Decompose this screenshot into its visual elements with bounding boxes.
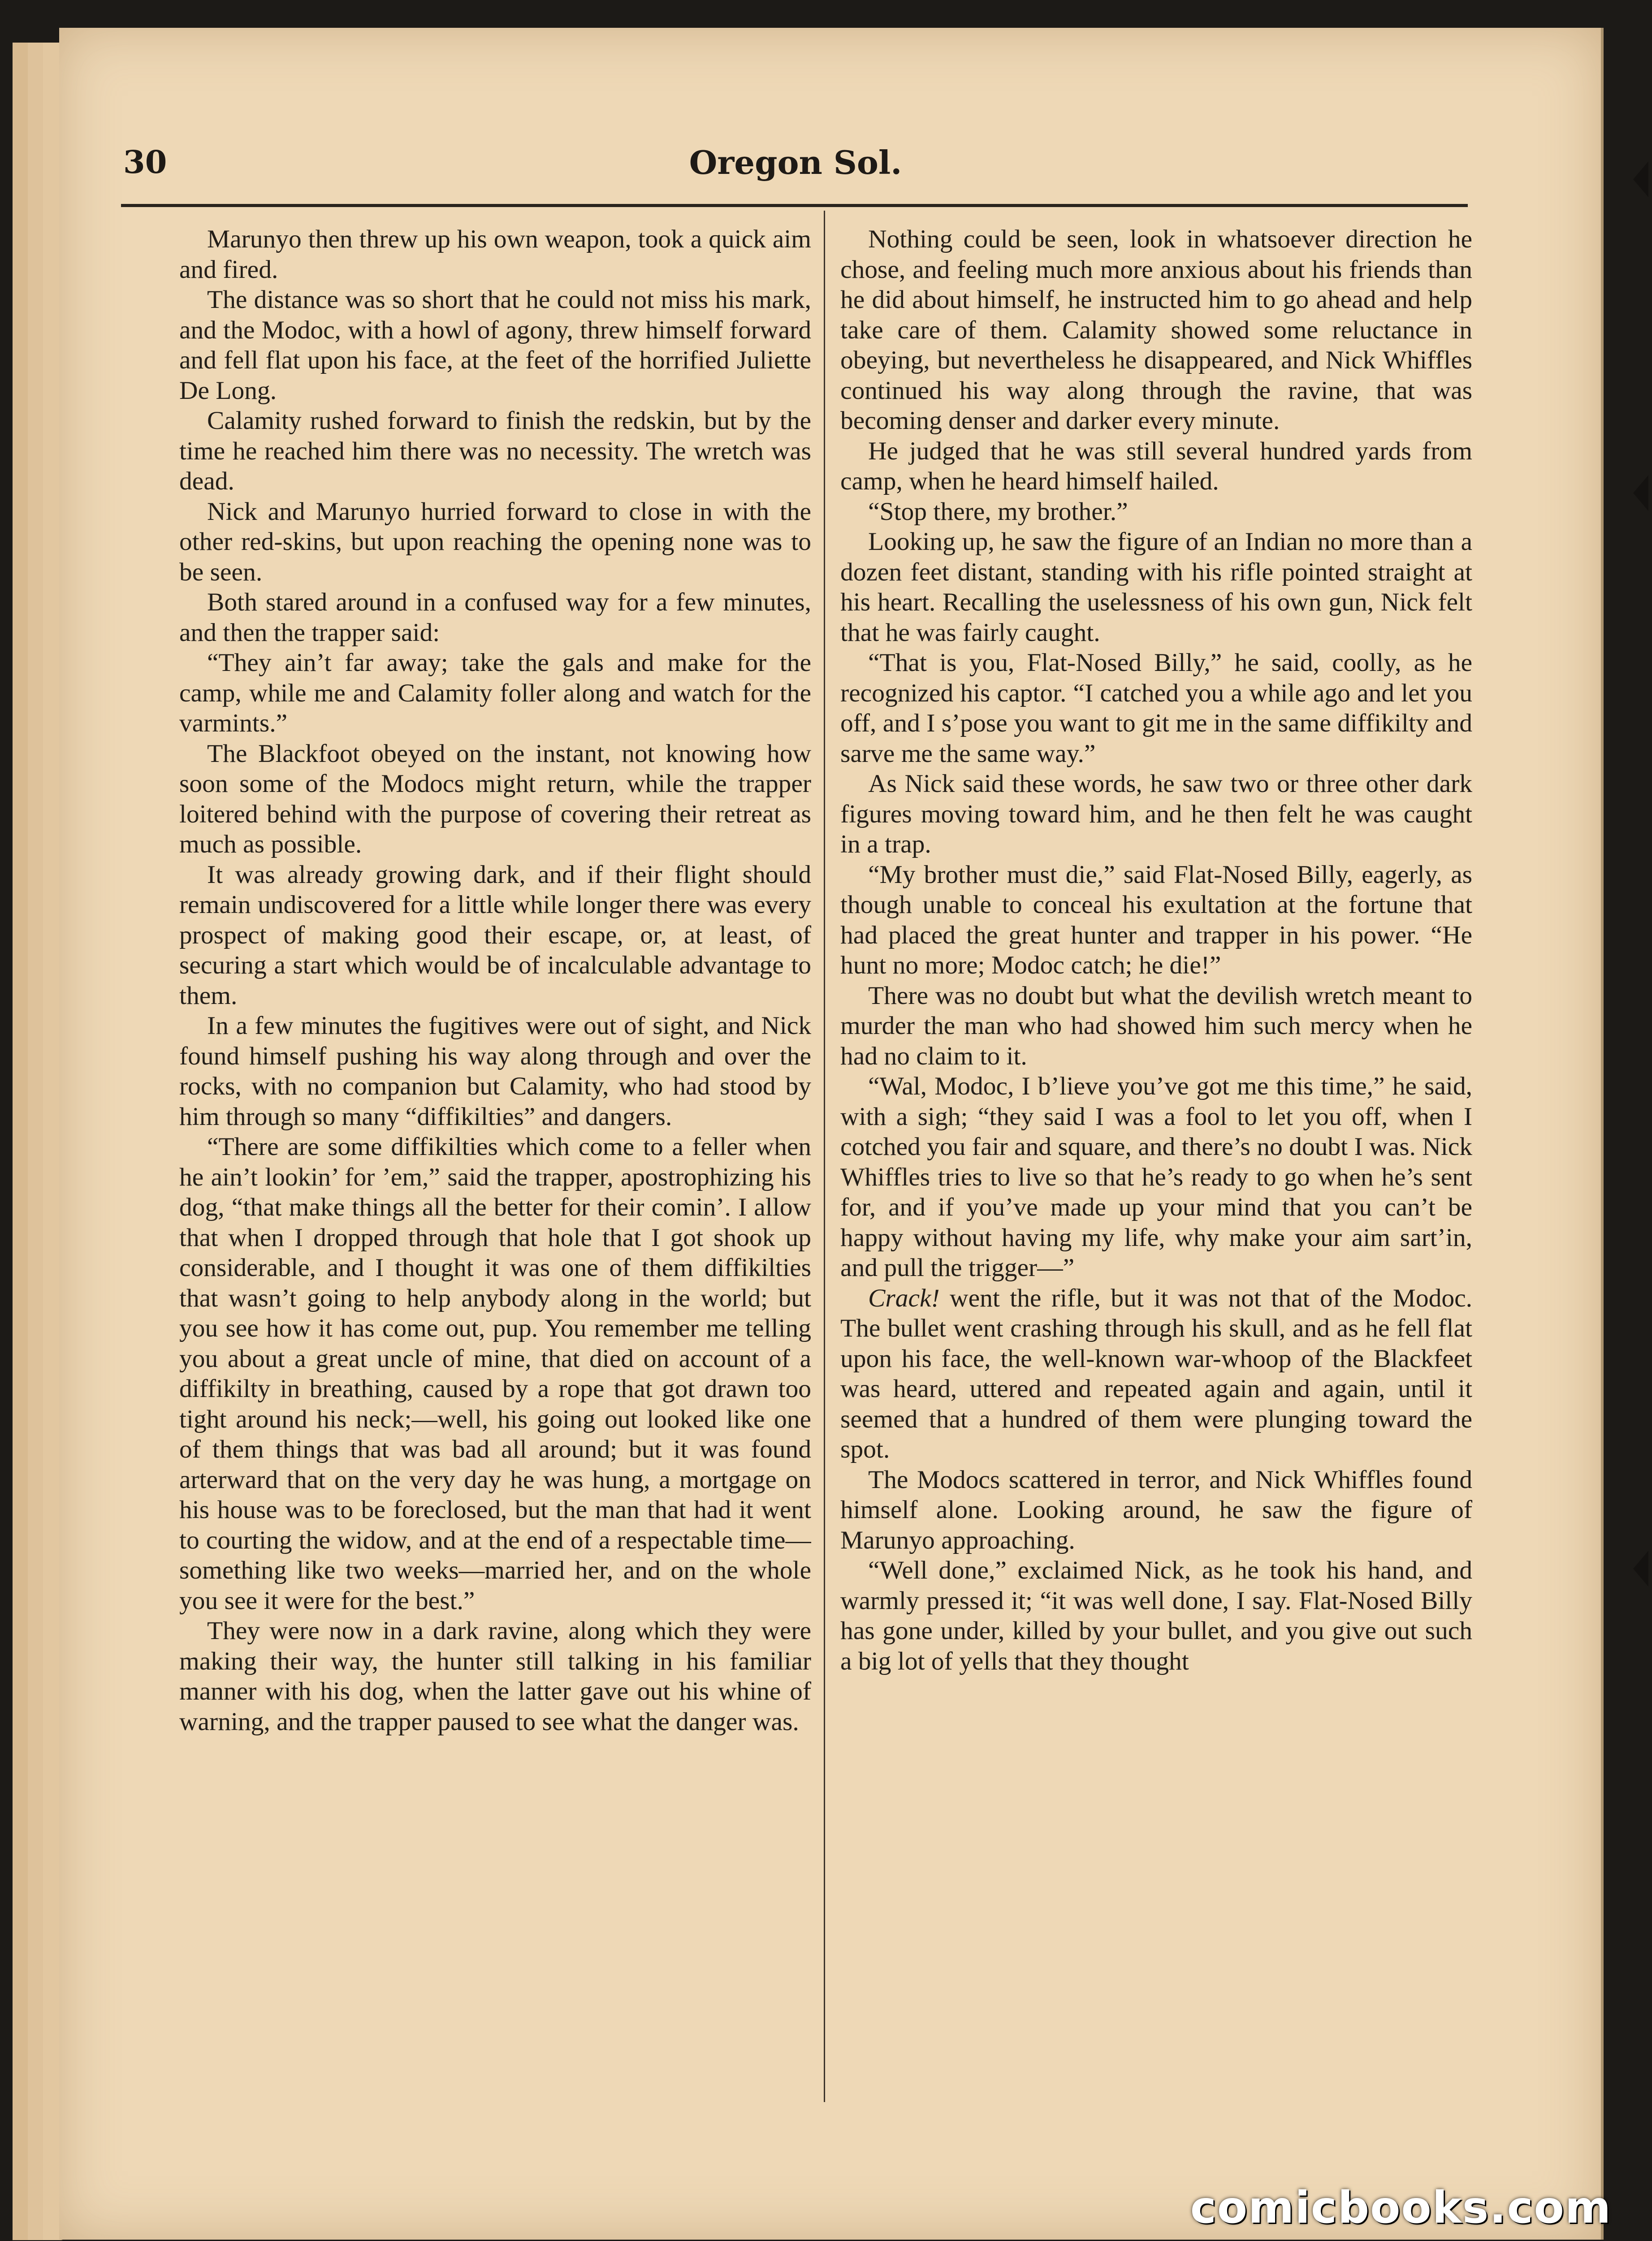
- paragraph-text: “There are some diffikilties which come to a feller when he ain’t lookin’ for ’em,” said the trapper, apostrophizing his dog, “that make things all the better for their comin’. I allow that when I dropped through that hole that I got shook up considerable, and I thought it was one of them diffikilties that wasn’t going to help anybody along in the world; but you see how it has come out, pup. You remember me telling you about a great uncle of mine, that died on account of a diffikilty in breathing, caused by a rope that got drawn too tight around his neck;—well, his going out looked like one of them things that was bad all around; but it was found arterward that on the very day he was hung, a mortgage on his house was to be foreclosed, but the man that had it went to courting the widow, and at the end of a respectable time—something like two weeks—married her, and on the whole you see it were for the best.”: [179, 1133, 811, 1615]
- running-title: Oregon Sol.: [689, 143, 902, 182]
- paragraph: [179, 1616, 811, 1737]
- paragraph: [840, 436, 1472, 497]
- paragraph: [179, 860, 811, 1011]
- paragraph-text: “My brother must die,” said Flat-Nosed Billy, eagerly, as though unable to conceal his exultation at the fortune that had placed the great hunter and trapper in his power. “He hunt no more; Modoc catch; he die!”: [840, 860, 1472, 979]
- page-header: [123, 143, 1468, 197]
- watermark: comicbooks.com: [1190, 2182, 1612, 2233]
- paragraph: [179, 285, 811, 406]
- paragraph-text: “Wal, Modoc, I b’lieve you’ve got me this time,” he said, with a sigh; “they said I was a fool to let you off, when I cotched you fair and square, and there’s no doubt I was. Nick Whiffles tries to live so that he’s ready to go when he’s sent for, and if you’ve made up your mind that you can’t be happy without having my life, why make your aim sart’in, and pull the trigger—”: [840, 1072, 1472, 1282]
- binding-tab: [1633, 1551, 1648, 1587]
- paragraph-text: Both stared around in a confused way for a few minutes, and then the trapper said:: [179, 588, 811, 647]
- paragraph: [179, 1132, 811, 1616]
- paragraph-text: Calamity rushed forward to finish the redskin, but by the time he reached him there was no necessity. The wretch was dead.: [179, 407, 811, 495]
- paragraph: [179, 224, 811, 285]
- paragraph-text: The Blackfoot obeyed on the instant, not knowing how soon some of the Modocs might return, while the trapper loitered behind with the purpose of covering their retreat as much as possible.: [179, 739, 811, 858]
- binding-tab: [1633, 161, 1648, 197]
- paragraph: [840, 497, 1472, 527]
- paragraph: [840, 981, 1472, 1072]
- paragraph: [179, 406, 811, 497]
- paragraph-text: Nick and Marunyo hurried forward to close in with the other red-skins, but upon reaching the opening none was to be seen.: [179, 497, 811, 586]
- paragraph: [179, 587, 811, 648]
- paragraph-text: The Modocs scattered in terror, and Nick Whiffles found himself alone. Looking around, he saw the figure of Marunyo approaching.: [840, 1465, 1472, 1554]
- paragraph-text: It was already growing dark, and if their flight should remain undiscovered for a little while longer there was every prospect of making good their escape, or, at least, of securing a start which would be of incalculable advantage to them.: [179, 860, 811, 1010]
- paragraph-text: “Stop there, my brother.”: [868, 497, 1128, 526]
- paragraph-text: “That is you, Flat-Nosed Billy,” he said, coolly, as he recognized his captor. “I catched you a while ago and let you off, and I s’pose you want to git me in the same diffikilty and sarve me the same way.”: [840, 649, 1472, 768]
- header-rule: [121, 204, 1468, 207]
- paragraph-text: In a few minutes the fugitives were out of sight, and Nick found himself pushing his way along through and over the rocks, with no companion but Calamity, who had stood by him through so many “diffikilties” and dangers.: [179, 1012, 811, 1131]
- paragraph: [179, 648, 811, 739]
- paragraph: [179, 739, 811, 860]
- paragraph-text: “Well done,” exclaimed Nick, as he took his hand, and warmly pressed it; “it was well done, I say. Flat-Nosed Billy has gone under, killed by your bullet, and you give out such a big lot of yells that they thought: [840, 1556, 1472, 1675]
- paragraph: [840, 648, 1472, 769]
- paragraph-text: Nothing could be seen, look in whatsoever direction he chose, and feeling much more anxious about his friends than he did about himself, he instructed him to go ahead and help take care of them. Calamity showed some reluctance in obeying, but nevertheless he disappeared, and Nick Whiffles continued his way along through the ravine, that was becoming denser and darker every minute.: [840, 225, 1472, 435]
- right-column: [840, 224, 1472, 2133]
- paragraph: [840, 860, 1472, 981]
- paragraph: [840, 769, 1472, 860]
- paragraph-text: “They ain’t far away; take the gals and make for the camp, while me and Calamity foller along and watch for the varmints.”: [179, 649, 811, 737]
- paragraph-text: The distance was so short that he could not miss his mark, and the Modoc, with a howl of agony, threw himself forward and fell flat upon his face, at the feet of the horrified Juliette De Long.: [179, 286, 811, 405]
- paragraph-text: Marunyo then threw up his own weapon, took a quick aim and fired.: [179, 225, 811, 284]
- paragraph: [840, 1465, 1472, 1556]
- paragraph: [840, 224, 1472, 436]
- paragraph: [179, 1011, 811, 1132]
- paragraph: [840, 527, 1472, 648]
- paragraph: [840, 1555, 1472, 1676]
- column-divider: [824, 211, 825, 2102]
- page-number: 30: [123, 143, 167, 181]
- paragraph-text: Looking up, he saw the figure of an Indian no more than a dozen feet distant, standing with his rifle pointed straight at his heart. Recalling the uselessness of his own gun, Nick felt that he was fairly caught.: [840, 528, 1472, 647]
- emphasis: Crack!: [868, 1284, 940, 1312]
- paragraph-text: They were now in a dark ravine, along which they were making their way, the hunter still talking in his familiar manner with his dog, when the latter gave out his whine of warning, and the trapper paused to see what the danger was.: [179, 1617, 811, 1736]
- paragraph-text: As Nick said these words, he saw two or three other dark figures moving toward him, and he then felt he was caught in a trap.: [840, 770, 1472, 858]
- paragraph: [840, 1071, 1472, 1283]
- paragraph-text: There was no doubt but what the devilish wretch meant to murder the man who had showed him such mercy when he had no claim to it.: [840, 981, 1472, 1070]
- paragraph: [179, 497, 811, 588]
- paragraph: [840, 1283, 1472, 1465]
- left-column: [179, 224, 811, 2133]
- paragraph-text: went the rifle, but it was not that of the Modoc. The bullet went crashing through his skull, and as he fell flat upon his face, the well-known war-whoop of the Blackfeet was heard, uttered and repeated again and again, until it seemed that a hundred of them were plunging toward the spot.: [840, 1284, 1472, 1463]
- binding-tab: [1633, 475, 1648, 511]
- paragraph-text: He judged that he was still several hundred yards from camp, when he heard himself hailed.: [840, 437, 1472, 495]
